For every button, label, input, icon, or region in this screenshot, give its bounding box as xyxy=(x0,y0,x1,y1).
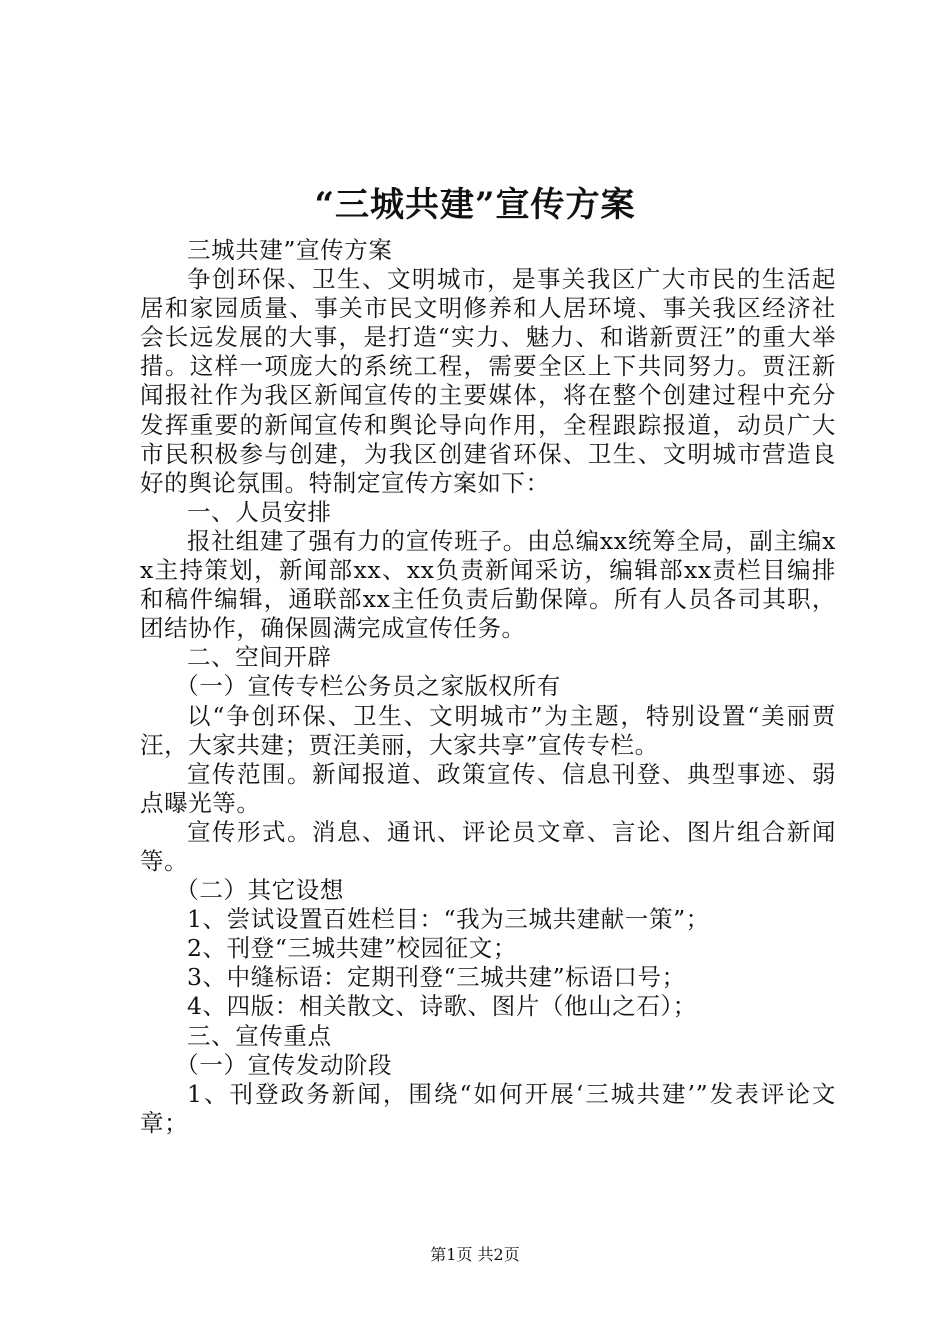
subsection-heading: （一）宣传发动阶段 xyxy=(175,1050,393,1079)
paragraph: 三城共建”宣传方案 xyxy=(187,236,393,264)
list-item: 4、四版：相关散文、诗歌、图片（他山之石）； xyxy=(187,992,697,1021)
document-title: “三城共建”宣传方案 xyxy=(314,185,636,225)
paragraph: 宣传范围。新闻报道、政策宣传、信息刊登、典型事迹、弱点曝光等。 xyxy=(140,759,836,817)
paragraph: 报社组建了强有力的宣传班子。由总编xx统筹全局，副主编xx主持策划，新闻部xx、xx负责新闻采访，编辑部xx责栏目编排和稿件编辑，通联部xx主任负责后勤保障。所有人员各司其职，团结协作，确保圆满完成宣传任务。 xyxy=(140,526,836,643)
page-footer: 第1页 共2页 xyxy=(430,1245,520,1264)
section-heading: 三、宣传重点 xyxy=(187,1021,332,1050)
paragraph: 争创环保、卫生、文明城市，是事关我区广大市民的生活起居和家园质量、事关市民文明修养和人居环境、事关我区经济社会长远发展的大事，是打造“实力、魅力、和谐新贾汪”的重大举措。这样一项庞大的系统工程，需要全区上下共同努力。贾汪新闻报社作为我区新闻宣传的主要媒体，将在整个创建过程中充分发挥重要的新闻宣传和舆论导向作用，全程跟踪报道，动员广大市民积极参与创建，为我区创建省环保、卫生、文明城市营造良好的舆论氛围。特制定宣传方案如下： xyxy=(140,265,836,497)
subsection-heading: （一）宣传专栏公务员之家版权所有 xyxy=(175,672,561,701)
subsection-heading: （二）其它设想 xyxy=(175,876,344,905)
paragraph: 以“争创环保、卫生、文明城市”为主题，特别设置“美丽贾汪，大家共建；贾汪美丽，大家共享”宣传专栏。 xyxy=(140,701,836,759)
paragraph: 宣传形式。消息、通讯、评论员文章、言论、图片组合新闻等。 xyxy=(140,817,836,875)
section-heading: 一、人员安排 xyxy=(187,497,332,526)
list-item: 2、刊登“三城共建”校园征文； xyxy=(187,934,517,963)
document-body xyxy=(140,236,836,1138)
section-heading: 二、空间开辟 xyxy=(187,643,332,672)
list-item: 3、中缝标语：定期刊登“三城共建”标语口号； xyxy=(187,963,686,992)
list-item: 1、尝试设置百姓栏目：“我为三城共建献一策”； xyxy=(187,905,710,934)
paragraph: 1、刊登政务新闻，围绕“如何开展‘三城共建’”发表评论文章； xyxy=(140,1079,836,1137)
